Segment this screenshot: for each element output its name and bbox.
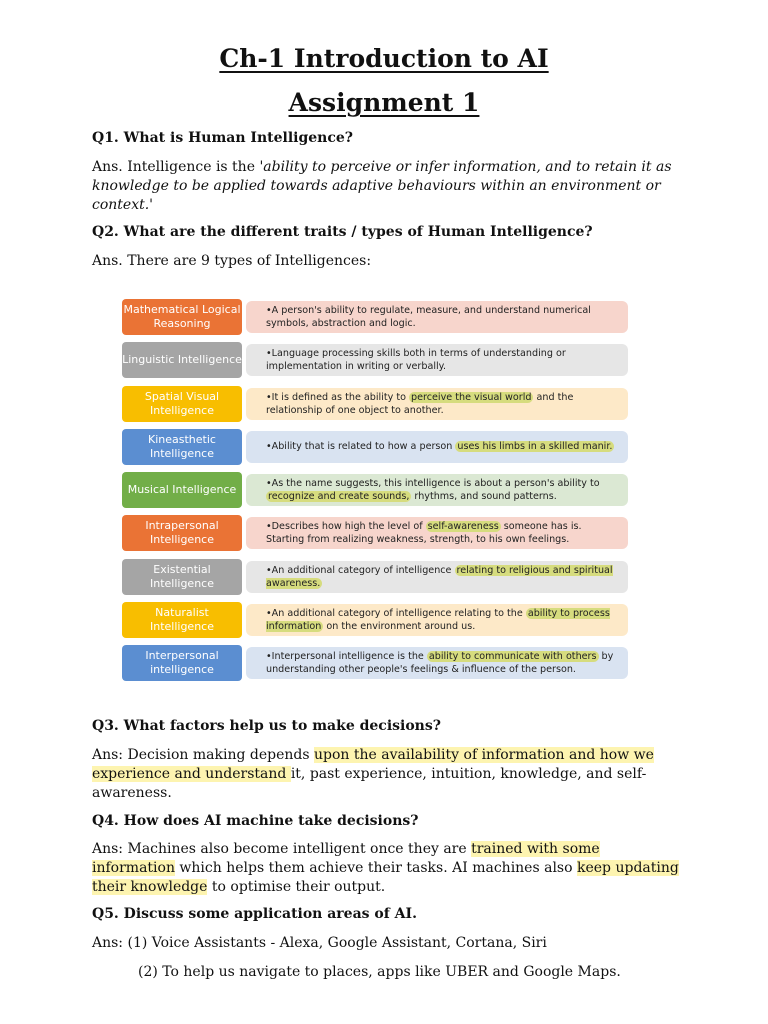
intelligence-description: •As the name suggests, this intelligence is about a person's ability to recognize and create sounds, rhythms, and sound patterns. — [246, 474, 628, 506]
intelligence-description: •Interpersonal intelligence is the ability to communicate with others by understanding other people's feelings & influence of the person. — [246, 647, 628, 679]
document-subtitle: Assignment 1 — [288, 88, 480, 117]
intelligence-label: Musical Intelligence — [122, 472, 242, 508]
intelligence-row — [122, 642, 630, 685]
intelligence-types-diagram — [122, 296, 630, 686]
question-2: Q2. What are the different traits / types of Human Intelligence? — [92, 224, 593, 240]
intelligence-row — [122, 383, 630, 426]
question-5: Q5. Discuss some application areas of AI. — [92, 906, 417, 922]
document-title: Ch-1 Introduction to AI — [219, 44, 549, 73]
intelligence-label: Linguistic Intelligence — [122, 342, 242, 378]
intelligence-description: •It is defined as the ability to perceive the visual world and the relationship of one object to another. — [246, 388, 628, 420]
intelligence-description: •Describes how high the level of self-awareness someone has is. Starting from realizing weakness, strength, to his own feelings. — [246, 517, 628, 549]
answer-3: Ans: Decision making depends upon the availability of information and how we experience and understand it, past experience, intuition, knowledge, and self-awareness. — [92, 747, 654, 801]
intelligence-description: •A person's ability to regulate, measure, and understand numerical symbols, abstraction and logic. — [246, 301, 628, 333]
intelligence-description: •An additional category of intelligence relating to religious and spiritual awareness. — [246, 561, 628, 593]
answer-5-line-2: (2) To help us navigate to places, apps like UBER and Google Maps. — [138, 964, 621, 980]
answer-5-line-1: Ans: (1) Voice Assistants - Alexa, Google Assistant, Cortana, Siri — [92, 935, 547, 951]
intelligence-description: •Language processing skills both in terms of understanding or implementation in writing or verbally. — [246, 344, 628, 376]
intelligence-description: •Ability that is related to how a person uses his limbs in a skilled manir. — [246, 431, 628, 463]
intelligence-row — [122, 512, 630, 555]
intelligence-label: Kineasthetic Intelligence — [122, 429, 242, 465]
question-4: Q4. How does AI machine take decisions? — [92, 813, 419, 829]
question-1: Q1. What is Human Intelligence? — [92, 130, 353, 146]
intelligence-row — [122, 469, 630, 512]
intelligence-label: Interpersonal intelligence — [122, 645, 242, 681]
intelligence-label: Intrapersonal Intelligence — [122, 515, 242, 551]
answer-2: Ans. There are 9 types of Intelligences: — [92, 253, 372, 269]
intelligence-description: •An additional category of intelligence relating to the ability to process information on the environment around us. — [246, 604, 628, 636]
intelligence-row — [122, 339, 630, 382]
intelligence-row — [122, 296, 630, 339]
intelligence-label: Existential Intelligence — [122, 559, 242, 595]
intelligence-label: Naturalist Intelligence — [122, 602, 242, 638]
intelligence-row — [122, 599, 630, 642]
intelligence-row — [122, 426, 630, 469]
answer-1: Ans. Intelligence is the 'ability to perceive or infer information, and to retain it as knowledge to be applied towards adaptive behaviours within an environment or context.' — [92, 159, 672, 213]
intelligence-label: Spatial Visual Intelligence — [122, 386, 242, 422]
intelligence-label: Mathematical Logical Reasoning — [122, 299, 242, 335]
question-3: Q3. What factors help us to make decisions? — [92, 718, 441, 734]
answer-4: Ans: Machines also become intelligent once they are trained with some information which helps them achieve their tasks. AI machines also keep updating their knowledge to optimise their output. — [92, 841, 679, 895]
intelligence-row — [122, 556, 630, 599]
